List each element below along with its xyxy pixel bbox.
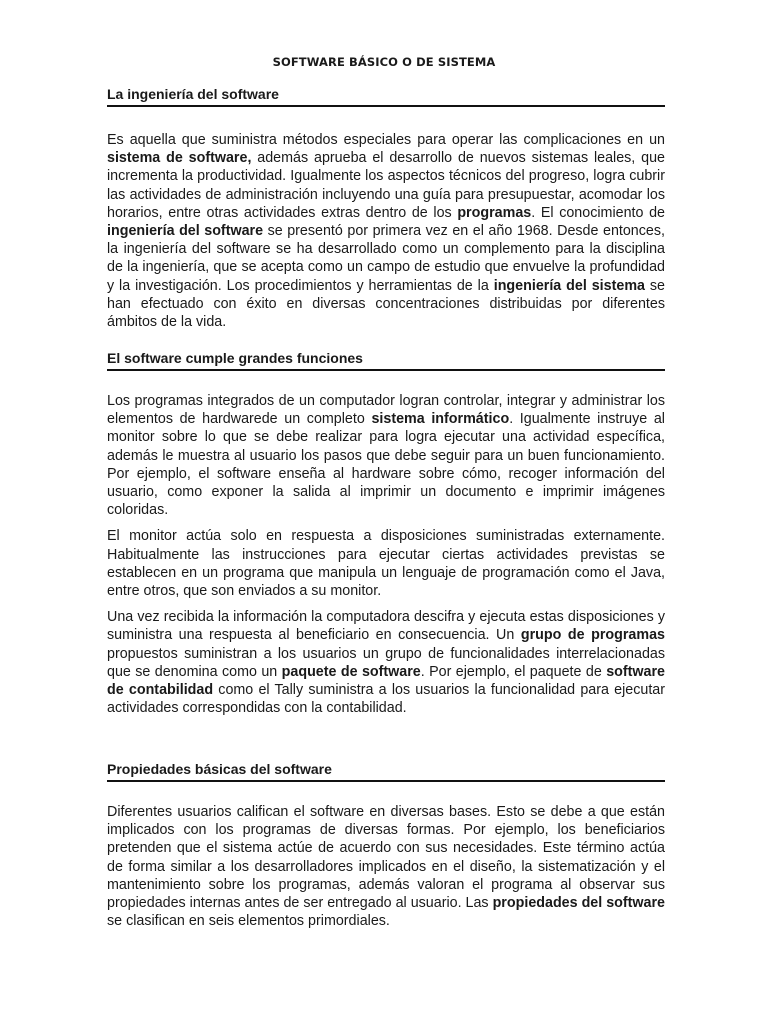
bold-text: propiedades del software — [492, 895, 665, 912]
bold-text: programas — [457, 204, 532, 221]
bold-text: sistema de software, — [107, 150, 252, 167]
text-run: . El conocimiento de — [531, 204, 665, 221]
section-funciones-software — [107, 349, 665, 717]
paragraph — [107, 527, 665, 600]
text-run: Los programas integrados de un computador logran controlar, integrar y administrar los elementos de hardwarede un completo — [107, 393, 665, 428]
bold-text: paquete de software — [281, 663, 421, 680]
text-run: se presentó por primera vez en el año 1968. Desde entonces, la ingeniería del software se ha desarrollado como un complemento para la disciplina de la ingeniería, que se acepta como un campo de estudio que envuelve la profundidad y la investigación. Los procedimientos y herramientas de la — [107, 223, 665, 294]
section-propiedades-software — [107, 760, 665, 930]
text-run: se clasifican en seis elementos primordiales. — [107, 913, 390, 930]
bold-text: grupo de programas — [520, 627, 665, 644]
section-heading: El software cumple grandes funciones — [107, 349, 665, 371]
text-run: Una vez recibida la información la computadora descifra y ejecuta estas disposiciones y suministra una respuesta al beneficiario en consecuencia. Un — [107, 609, 665, 644]
paragraph — [107, 131, 665, 331]
text-run: El monitor actúa solo en respuesta a disposiciones suministradas externamente. Habitualmente las instrucciones para ejecutar ciertas actividades previstas se establecen en un programa que manipula un lenguaje de programación como el Java, entre otros, que son enviados a su monitor. — [107, 528, 665, 600]
paragraph — [107, 392, 665, 519]
paragraph — [107, 803, 665, 930]
section-heading: Propiedades básicas del software — [107, 760, 665, 782]
section-heading: La ingeniería del software — [107, 85, 665, 107]
text-run: como el Tally suministra a los usuarios la funcionalidad para ejecutar actividades correspondidas con la contabilidad. — [107, 682, 666, 717]
document-title: SOFTWARE BÁSICO O DE SISTEMA — [272, 55, 496, 69]
text-run: . Por ejemplo, el paquete de — [420, 663, 607, 680]
bold-text: sistema informático — [371, 411, 510, 428]
text-run: . Igualmente instruye al monitor sobre lo que se debe realizar para logra ejecutar una actividad específica, además le muestra al usuario los pasos que debe seguir para un buen funcionamiento. Por ejemplo, el software enseña al hardware sobre cómo, recoger información del usuario, como exponer la salida al imprimir un documento e imprimir imágenes coloridas. — [107, 411, 665, 519]
text-run: propuestos suministran a los usuarios un grupo de funcionalidades interrelacionadas que se denomina como un — [107, 645, 665, 680]
bold-text: ingeniería del sistema — [493, 277, 645, 294]
text-run: Diferentes usuarios califican el software en diversas bases. Esto se debe a que están implicados con los programas de diversas formas. Por ejemplo, los beneficiarios pretenden que el sistema actúe de acuerdo con sus necesidades. Este término actúa de forma similar a los desarrolladores implicados en el diseño, la sistematización y el mantenimiento sobre los programas, además valoran el programa al observar sus propiedades internas antes de ser entregado al usuario. Las — [107, 804, 665, 912]
text-run: se han efectuado con éxito en diversas concentraciones distribuidas por diferentes ámbitos de la vida. — [107, 277, 665, 331]
bold-text: software de contabilidad — [107, 663, 665, 699]
bold-text: ingeniería del software — [107, 223, 264, 240]
text-run: además aprueba el desarrollo de nuevos sistemas leales, que incrementa la productividad. Igualmente los aspectos técnicos del progreso, logra cubrir las actividades de administración incluyendo una guía para presupuestar, acomodar los horarios, entre otras actividades extras dentro de los — [107, 150, 665, 221]
section-ingenieria-software — [107, 85, 665, 331]
paragraph — [107, 608, 665, 717]
text-run: Es aquella que suministra métodos especiales para operar las complicaciones en un — [107, 132, 665, 148]
